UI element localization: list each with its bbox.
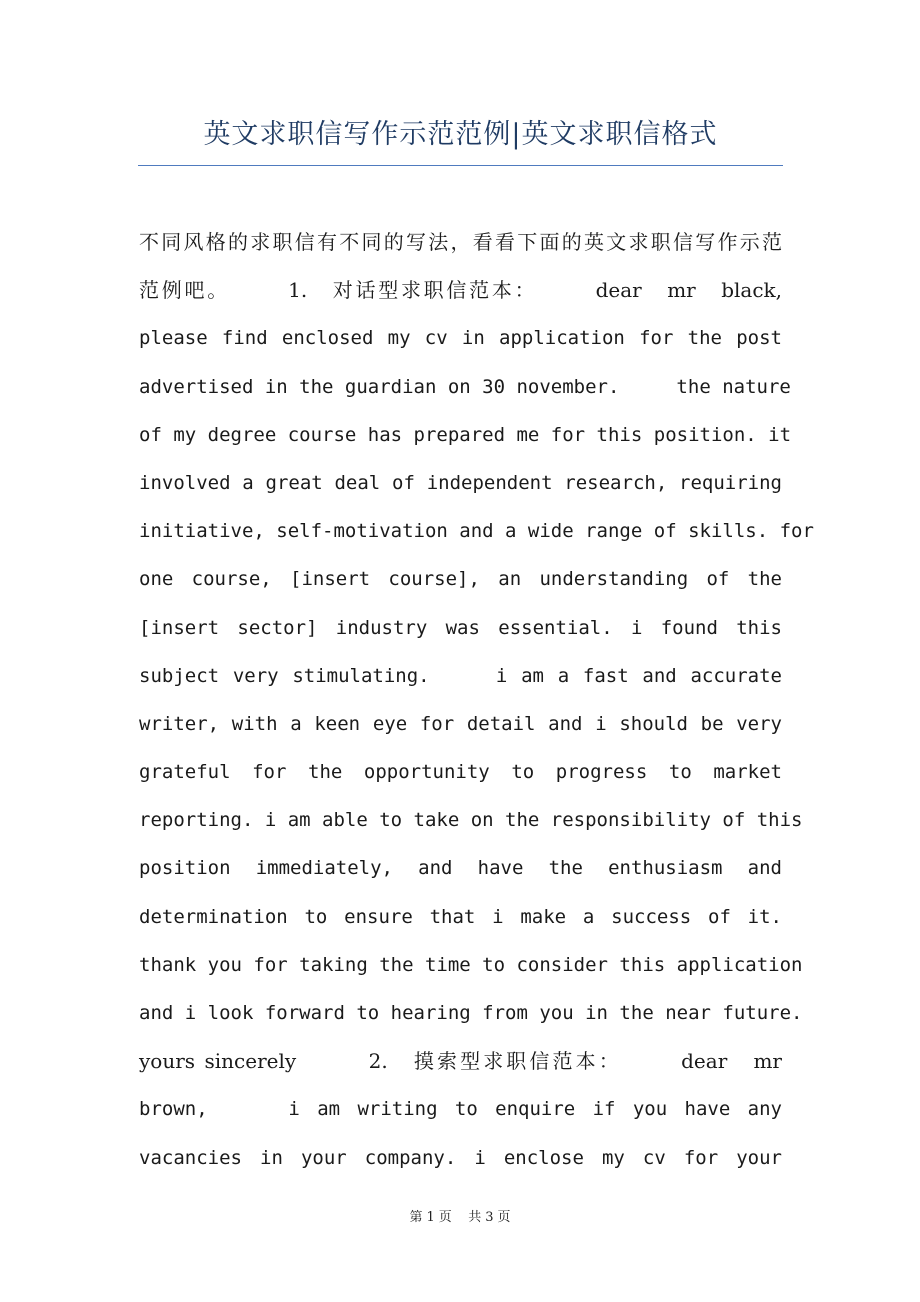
body-line: 范例吧。 1. 对话型求职信范本： dear mr black,	[139, 278, 782, 303]
title-divider	[138, 165, 783, 166]
body-line: one course, [insert course], an understanding of the	[139, 568, 782, 591]
total-label: 共	[468, 1210, 482, 1225]
body-line: subject very stimulating. i am a fast and accurate	[139, 664, 782, 687]
total-unit: 页	[497, 1210, 511, 1225]
body-line: position immediately, and have the enthusiasm and	[139, 857, 782, 880]
page-footer	[0, 1206, 920, 1225]
body-line: 不同风格的求职信有不同的写法，看看下面的英文求职信写作示范	[139, 230, 782, 254]
page-unit: 页	[438, 1210, 452, 1225]
document-body	[139, 218, 814, 1182]
document-title: 英文求职信写作示范范例|英文求职信格式	[203, 119, 718, 150]
body-line: thank you for taking the time to consider this application	[139, 953, 803, 976]
page-current: 1	[426, 1210, 435, 1225]
body-line: involved a great deal of independent research, requiring	[139, 471, 782, 494]
body-line: brown, i am writing to enquire if you have any	[139, 1098, 782, 1121]
body-line: [insert sector] industry was essential. i found this	[139, 616, 782, 639]
body-line: writer, with a keen eye for detail and i should be very	[139, 712, 782, 735]
body-line: yours sincerely 2. 摸索型求职信范本： dear mr	[139, 1049, 782, 1074]
body-line: of my degree course has prepared me for this position. it	[139, 423, 792, 446]
page-total: 3	[485, 1210, 494, 1225]
body-line: initiative, self-motivation and a wide range of skills. for	[139, 520, 814, 543]
body-line: vacancies in your company. i enclose my cv for your	[139, 1146, 782, 1169]
body-line: determination to ensure that i make a success of it.	[139, 905, 782, 928]
body-line: grateful for the opportunity to progress to market	[139, 761, 782, 784]
body-line: and i look forward to hearing from you in the near future.	[139, 1002, 803, 1024]
body-line: reporting. i am able to take on the responsibility of this	[139, 809, 803, 832]
page-label: 第	[409, 1210, 423, 1225]
body-line: advertised in the guardian on 30 november. the nature	[139, 375, 791, 398]
body-line: please find enclosed my cv in application for the post	[139, 327, 782, 350]
